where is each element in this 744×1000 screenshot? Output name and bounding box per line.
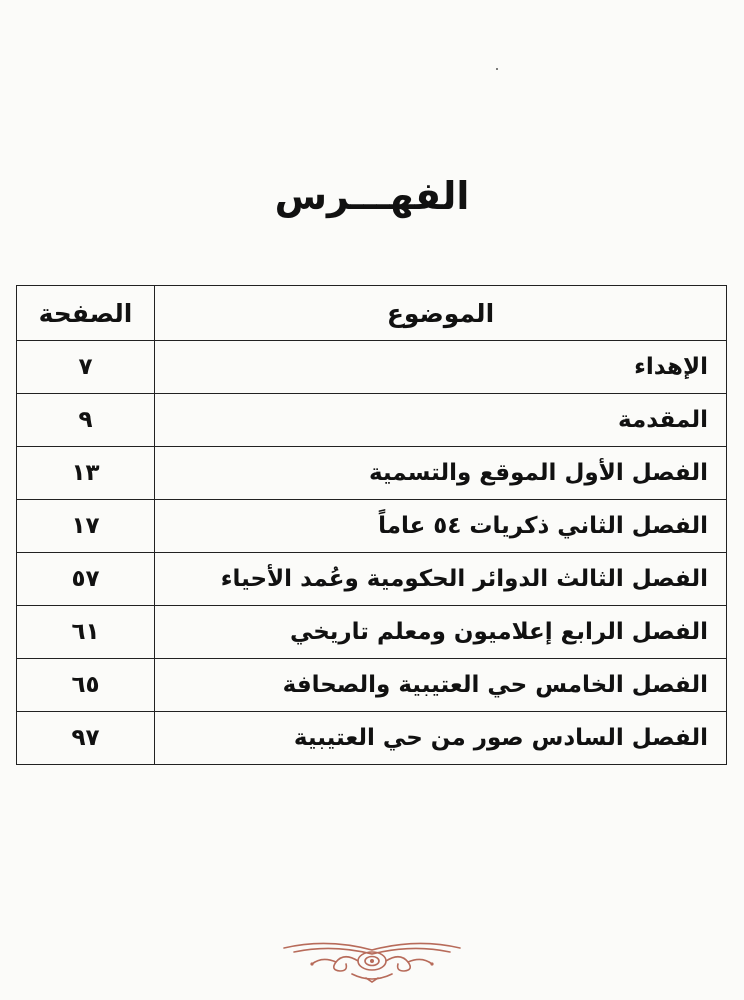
table-row	[17, 341, 727, 394]
row-subject: الفصل الثالث الدوائر الحكومية وعُمد الأحياء	[155, 553, 727, 606]
page-title: الفهـــرس	[274, 174, 470, 218]
row-subject: المقدمة	[155, 394, 727, 447]
row-subject: الفصل الخامس حي العتيبية والصحافة	[155, 659, 727, 712]
scroll-ornament-icon	[282, 934, 462, 984]
table-row	[17, 659, 727, 712]
table-row	[17, 712, 727, 765]
row-subject: الفصل الثاني ذكريات ٥٤ عاماً	[155, 500, 727, 553]
table-header-row	[17, 286, 727, 341]
table-row	[17, 447, 727, 500]
header-page: الصفحة	[17, 286, 155, 341]
table-of-contents	[16, 285, 727, 765]
row-page: ٥٧	[17, 553, 155, 606]
table-row	[17, 553, 727, 606]
row-page: ١٧	[17, 500, 155, 553]
page-speck	[496, 68, 498, 70]
header-subject: الموضوع	[155, 286, 727, 341]
row-page: ١٣	[17, 447, 155, 500]
table-row	[17, 394, 727, 447]
row-page: ٦١	[17, 606, 155, 659]
row-subject: الإهداء	[155, 341, 727, 394]
row-page: ٩٧	[17, 712, 155, 765]
row-page: ٦٥	[17, 659, 155, 712]
table-row	[17, 606, 727, 659]
row-subject: الفصل الأول الموقع والتسمية	[155, 447, 727, 500]
row-subject: الفصل الرابع إعلاميون ومعلم تاريخي	[155, 606, 727, 659]
table-row	[17, 500, 727, 553]
row-subject: الفصل السادس صور من حي العتيبية	[155, 712, 727, 765]
row-page: ٧	[17, 341, 155, 394]
row-page: ٩	[17, 394, 155, 447]
